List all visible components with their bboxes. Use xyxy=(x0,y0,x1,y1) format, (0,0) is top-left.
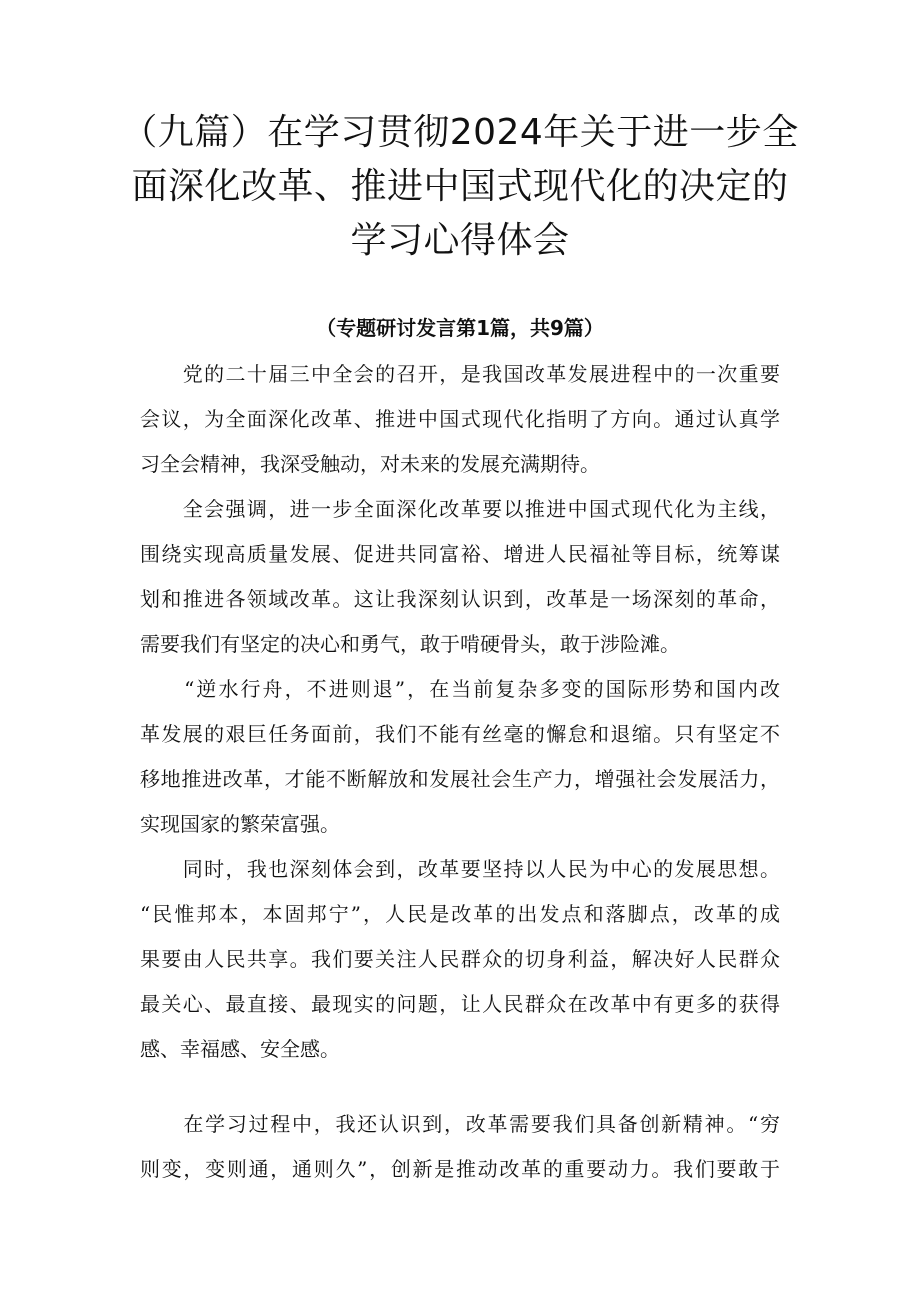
title-line: 面深化改革、推进中国式现代化的决定的 xyxy=(131,166,789,207)
paragraph-4 xyxy=(140,847,780,1072)
text-line: 围绕实现高质量发展、促进共同富裕、增进人民福祉等目标，统筹谋 xyxy=(140,542,780,566)
text-line: 果要由人民共享。我们要关注人民群众的切身利益，解决好人民群众 xyxy=(140,947,780,971)
text-line: 同时，我也深刻体会到，改革要坚持以人民为中心的发展思想。 xyxy=(140,857,780,881)
paragraph-5 xyxy=(140,1102,780,1192)
text-line: 会议，为全面深化改革、推进中国式现代化指明了方向。通过认真学 xyxy=(140,407,780,431)
text-line: 划和推进各领域改革。这让我深刻认识到，改革是一场深刻的革命， xyxy=(140,587,780,611)
document-body xyxy=(140,352,780,1192)
title-line: （九篇）在学习贯彻2024年关于进一步全 xyxy=(121,112,799,153)
text-line: 则变，变则通，通则久”，创新是推动改革的重要动力。我们要敢于 xyxy=(140,1157,780,1181)
text-line: 在学习过程中，我还认识到，改革需要我们具备创新精神。“穷 xyxy=(140,1112,780,1136)
text-line: “逆水行舟，不进则退”，在当前复杂多变的国际形势和国内改 xyxy=(140,677,780,701)
text-line: 感、幸福感、安全感。 xyxy=(140,1037,340,1061)
text-line: 习全会精神，我深受触动，对未来的发展充满期待。 xyxy=(140,452,600,476)
document-subtitle: （专题研讨发言第1篇，共9篇） xyxy=(316,316,604,340)
text-line: 全会强调，进一步全面深化改革要以推进中国式现代化为主线， xyxy=(140,497,780,521)
paragraph-3 xyxy=(140,667,780,847)
document-title xyxy=(120,106,800,268)
text-line: 党的二十届三中全会的召开，是我国改革发展进程中的一次重要 xyxy=(140,362,780,386)
paragraph-1 xyxy=(140,352,780,487)
paragraph-2 xyxy=(140,487,780,667)
text-line: “民惟邦本，本固邦宁”，人民是改革的出发点和落脚点，改革的成 xyxy=(140,902,780,926)
text-line: 实现国家的繁荣富强。 xyxy=(140,812,340,836)
text-line: 需要我们有坚定的决心和勇气，敢于啃硬骨头，敢于涉险滩。 xyxy=(140,632,680,656)
text-line: 移地推进改革，才能不断解放和发展社会生产力，增强社会发展活力， xyxy=(140,767,780,791)
text-line: 最关心、最直接、最现实的问题，让人民群众在改革中有更多的获得 xyxy=(140,992,780,1016)
title-line: 学习心得体会 xyxy=(350,220,570,261)
text-line: 革发展的艰巨任务面前，我们不能有丝毫的懈怠和退缩。只有坚定不 xyxy=(140,722,780,746)
